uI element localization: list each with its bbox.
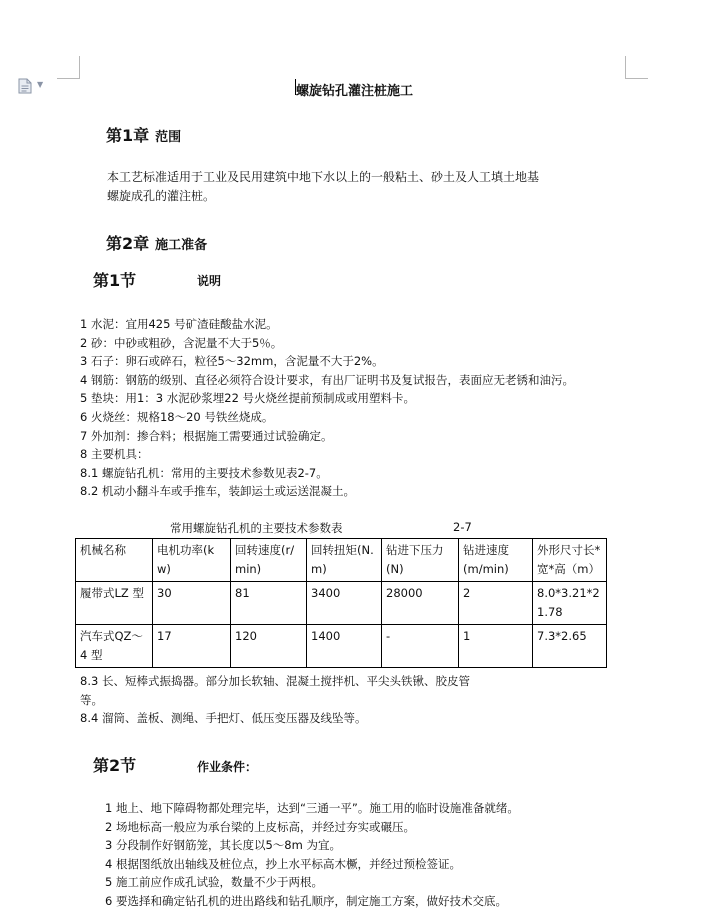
table-header-cell: 回转扭矩(N.m) <box>307 539 382 582</box>
table-header-cell: 电机功率(kw) <box>153 539 231 582</box>
chapter-1-heading <box>106 123 181 146</box>
table-cell: 30 <box>153 582 231 625</box>
table-caption: 常用螺旋钻孔机的主要技术参数表 <box>170 521 343 535</box>
section-2-name: 作业条件： <box>197 760 258 774</box>
list-item: 2 砂：中砂或粗砂，含泥量不大于5％。 <box>80 335 283 350</box>
table-cell: 汽车式QZ～4 型 <box>76 625 153 668</box>
table-cell: 1 <box>459 625 533 668</box>
table-header-cell: 外形尺寸长*宽*高（m） <box>533 539 607 582</box>
table-header-cell: 钻进速度(m/min) <box>459 539 533 582</box>
section-1-number: 第1节 <box>93 271 137 290</box>
table-cell: 7.3*2.65 <box>533 625 607 668</box>
document-title: 螺旋钻孔灌注桩施工 <box>296 84 414 99</box>
table-row <box>76 625 607 668</box>
paragraph-line: 本工艺标准适用于工业及民用建筑中地下水以上的一般粘土、砂土及人工填土地基 <box>107 170 540 184</box>
table-cell: 17 <box>153 625 231 668</box>
table-cell: 81 <box>231 582 307 625</box>
list-item: 2 场地标高一般应为承台梁的上皮标高，并经过夯实或碾压。 <box>105 819 415 834</box>
section-2-number: 第2节 <box>93 756 137 775</box>
table-cell: 2 <box>459 582 533 625</box>
conditions-list <box>105 799 519 911</box>
list-item: 6 火烧丝：规格18～20 号铁丝烧成。 <box>80 409 274 424</box>
list-item: 8.3 长、短棒式振捣器。部分加长软轴、混凝土搅拌机、平尖头铁锹、胶皮管 <box>80 674 470 688</box>
table-header-cell: 机械名称 <box>76 539 153 582</box>
materials-list <box>80 315 574 501</box>
list-item: 8.2 机动小翻斗车或手推车，装卸运土或运送混凝土。 <box>80 484 355 499</box>
list-item: 4 根据图纸放出轴线及桩位点，抄上水平标高木橛，并经过预检签证。 <box>105 856 461 871</box>
table-number: 2-7 <box>453 520 472 534</box>
chapter-name: 施工准备 <box>155 238 208 253</box>
table-cell: 1400 <box>307 625 382 668</box>
list-item: 7 外加剂：掺合料；根据施工需要通过试验确定。 <box>80 428 333 443</box>
equipment-list <box>80 672 470 728</box>
document-icon[interactable] <box>18 78 32 94</box>
list-item: 3 分段制作好钢筋笼，其长度以5～8m 为宜。 <box>105 838 341 853</box>
chapter-2-heading <box>106 231 207 254</box>
paragraph-line: 螺旋成孔的灌注桩。 <box>107 188 216 203</box>
margin-corner-left <box>57 56 80 79</box>
table-row <box>76 582 607 625</box>
list-item: 4 钢筋：钢筋的级别、直径必须符合设计要求，有出厂证明书及复试报告，表面应无老锈和油污。 <box>80 372 574 387</box>
chapter-name: 范围 <box>155 130 182 145</box>
table-cell: 8.0*3.21*21.78 <box>533 582 607 625</box>
table-header-cell: 回转速度(r/min) <box>231 539 307 582</box>
table-cell: 履带式LZ 型 <box>76 582 153 625</box>
list-item: 等。 <box>80 692 103 707</box>
list-item: 1 水泥：宜用425 号矿渣硅酸盐水泥。 <box>80 317 278 331</box>
list-item: 5 垫块：用1：3 水泥砂浆埋22 号火烧丝提前预制成或用塑料卡。 <box>80 391 416 406</box>
chapter-number: 第2章 <box>106 234 150 253</box>
table-header-row <box>76 539 607 582</box>
list-item: 3 石子：卵石或碎石，粒径5～32mm，含泥量不大于2%。 <box>80 354 384 369</box>
list-item: 8.1 螺旋钻孔机：常用的主要技术参数见表2-7。 <box>80 465 328 480</box>
list-item: 8 主要机具： <box>80 447 149 462</box>
chevron-down-icon[interactable]: ▼ <box>37 80 44 89</box>
table-cell: 120 <box>231 625 307 668</box>
list-item: 8.4 溜筒、盖板、测绳、手把灯、低压变压器及线坠等。 <box>80 711 367 726</box>
table-header-cell: 钻进下压力(N) <box>382 539 459 582</box>
list-item: 1 地上、地下障碍物都处理完毕，达到“三通一平”。施工用的临时设施准备就绪。 <box>105 801 519 815</box>
list-item: 5 施工前应作成孔试验，数量不少于两根。 <box>105 875 323 890</box>
table-cell: 28000 <box>382 582 459 625</box>
section-1-name: 说明 <box>197 274 222 288</box>
chapter-number: 第1章 <box>106 126 150 145</box>
list-item: 6 要选择和确定钻孔机的进出路线和钻孔顺序，制定施工方案，做好技术交底。 <box>105 893 507 908</box>
parameters-table <box>75 538 607 668</box>
table-cell: 3400 <box>307 582 382 625</box>
table-cell: - <box>382 625 459 668</box>
scope-paragraph <box>107 168 539 205</box>
margin-corner-right <box>625 56 648 79</box>
